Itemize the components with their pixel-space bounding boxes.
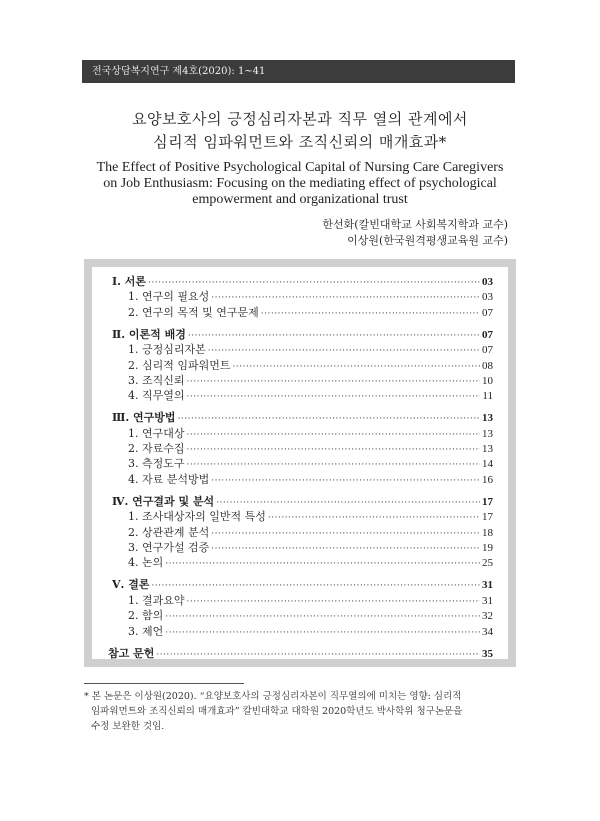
toc-item	[108, 342, 493, 357]
toc-page: 03	[482, 291, 493, 304]
leader-dots	[211, 542, 480, 557]
toc-item-label: 1. 연구의 필요성	[128, 290, 210, 304]
toc-section-label: Ⅰ. 서론	[112, 275, 147, 288]
toc-page: 13	[482, 443, 493, 456]
toc-page: 34	[482, 625, 493, 638]
toc-item-label: 3. 측정도구	[128, 457, 185, 471]
toc-item-label: 2. 연구의 목적 및 연구문제	[128, 305, 259, 319]
toc-item-label: 1. 결과요약	[128, 593, 185, 607]
footnote-line-1: * 본 논문은 이상원(2020). “요양보호사의 긍정심리자본이 직무열의에 미치는 영향: 심리적	[84, 691, 462, 702]
toc-item	[108, 525, 493, 540]
toc-page: 10	[482, 374, 493, 387]
author-2: 이상원(한국원격평생교육원 교수)	[347, 234, 508, 247]
toc-item-label: 2. 자료수집	[128, 442, 185, 456]
footnote-line-2: 임파워먼트와 조직신뢰의 매개효과” 칼빈대학교 대학원 2020학년도 박사학위 청구논문을	[91, 706, 463, 717]
toc-section-label: Ⅲ. 연구방법	[112, 411, 176, 425]
toc-page: 07	[482, 344, 493, 357]
toc-item	[108, 441, 493, 456]
toc-item-label: 4. 논의	[128, 556, 164, 570]
toc-section-label: 참고 문헌	[108, 646, 155, 660]
toc-page: 25	[482, 557, 493, 570]
toc-page: 08	[482, 359, 493, 372]
leader-dots	[165, 557, 480, 572]
toc-item-label: 3. 제언	[128, 624, 164, 638]
title-korean-line-1: 요양보호사의 긍정심리자본과 직무 열의 관계에서	[132, 110, 468, 128]
leader-dots	[261, 307, 480, 322]
toc-page: 35	[482, 647, 493, 660]
toc-item-label: 2. 함의	[128, 609, 164, 623]
toc-section-label: Ⅱ. 이론적 배경	[112, 327, 186, 341]
toc-page: 07	[482, 328, 493, 341]
footnote-rule	[84, 683, 244, 684]
toc-item	[108, 358, 493, 373]
toc-item-label: 2. 상관관계 분석	[128, 525, 210, 539]
toc-item-label: 4. 직무열의	[128, 389, 185, 403]
toc-item	[108, 540, 493, 555]
toc-page: 07	[482, 306, 493, 319]
toc-item	[108, 472, 493, 487]
leader-dots	[268, 511, 480, 526]
toc-item	[108, 509, 493, 524]
title-english-line-3: empowerment and organizational trust	[192, 192, 408, 207]
toc-item	[108, 426, 493, 441]
toc-item-label: 2. 심리적 임파워먼트	[128, 358, 231, 372]
title-english-line-2: on Job Enthusiasm: Focusing on the mediating effect of psychological	[103, 176, 497, 191]
toc-page: 13	[482, 412, 493, 425]
journal-header: 전국상담복지연구 제4호(2020): 1~41	[82, 60, 515, 83]
toc-page: 17	[482, 511, 493, 524]
toc-item	[108, 456, 493, 471]
leader-dots	[233, 360, 481, 375]
toc-page: 17	[482, 495, 493, 508]
author-1: 한선화(칼빈대학교 사회복지학과 교수)	[322, 218, 508, 231]
toc-item	[108, 555, 493, 570]
toc-item	[108, 289, 493, 304]
leader-dots	[187, 443, 481, 458]
toc-references	[108, 646, 493, 661]
toc-page: 11	[482, 390, 493, 403]
toc-page: 31	[482, 579, 493, 592]
toc-item	[108, 388, 493, 403]
toc-page: 31	[482, 594, 493, 607]
toc-item-label: 3. 연구가설 검증	[128, 541, 210, 555]
leader-dots	[187, 428, 481, 443]
toc-section-5	[108, 577, 493, 592]
toc-item	[108, 608, 493, 623]
toc-page: 14	[482, 458, 493, 471]
leader-dots	[208, 344, 480, 359]
toc-item-label: 1. 긍정심리자본	[128, 343, 206, 357]
toc-section-1	[108, 274, 493, 289]
toc-page: 13	[482, 427, 493, 440]
title-english-line-1: The Effect of Positive Psychological Capital of Nursing Care Caregivers	[96, 160, 504, 175]
footnote-line-3: 수정 보완한 것임.	[91, 721, 165, 732]
leader-dots	[165, 626, 480, 641]
toc-page: 19	[482, 542, 493, 555]
leader-dots	[187, 390, 481, 405]
toc-item-label: 4. 자료 분석방법	[128, 472, 210, 486]
leader-dots	[165, 610, 480, 625]
toc-item-label: 1. 연구대상	[128, 426, 185, 440]
toc-item-label: 3. 조직신뢰	[128, 373, 185, 387]
toc-page: 32	[482, 610, 493, 623]
leader-dots	[211, 474, 480, 489]
toc-page: 16	[482, 473, 493, 486]
leader-dots	[178, 412, 480, 427]
leader-dots	[187, 458, 481, 473]
toc-section-label: Ⅴ. 결론	[112, 578, 150, 592]
leader-dots	[151, 579, 480, 594]
title-english	[80, 160, 520, 208]
toc-item	[108, 305, 493, 320]
leader-dots	[187, 375, 481, 390]
leader-dots	[187, 595, 481, 610]
leader-dots	[188, 329, 480, 344]
toc-section-2	[108, 327, 493, 342]
toc-item	[108, 593, 493, 608]
toc-item	[108, 373, 493, 388]
leader-dots	[156, 648, 480, 663]
footnote	[84, 689, 516, 734]
toc-item-label: 1. 조사대상자의 일반적 특성	[128, 510, 266, 524]
toc-section-4	[108, 494, 493, 509]
toc-page: 03	[482, 276, 493, 288]
toc-page: 18	[482, 526, 493, 539]
leader-dots	[211, 527, 480, 542]
title-korean-line-2: 심리적 임파워먼트와 조직신뢰의 매개효과*	[153, 133, 447, 151]
table-of-contents	[84, 259, 516, 667]
toc-item	[108, 624, 493, 639]
toc-inner	[92, 267, 508, 659]
toc-section-label: Ⅳ. 연구결과 및 분석	[112, 494, 215, 508]
toc-section-3	[108, 410, 493, 425]
